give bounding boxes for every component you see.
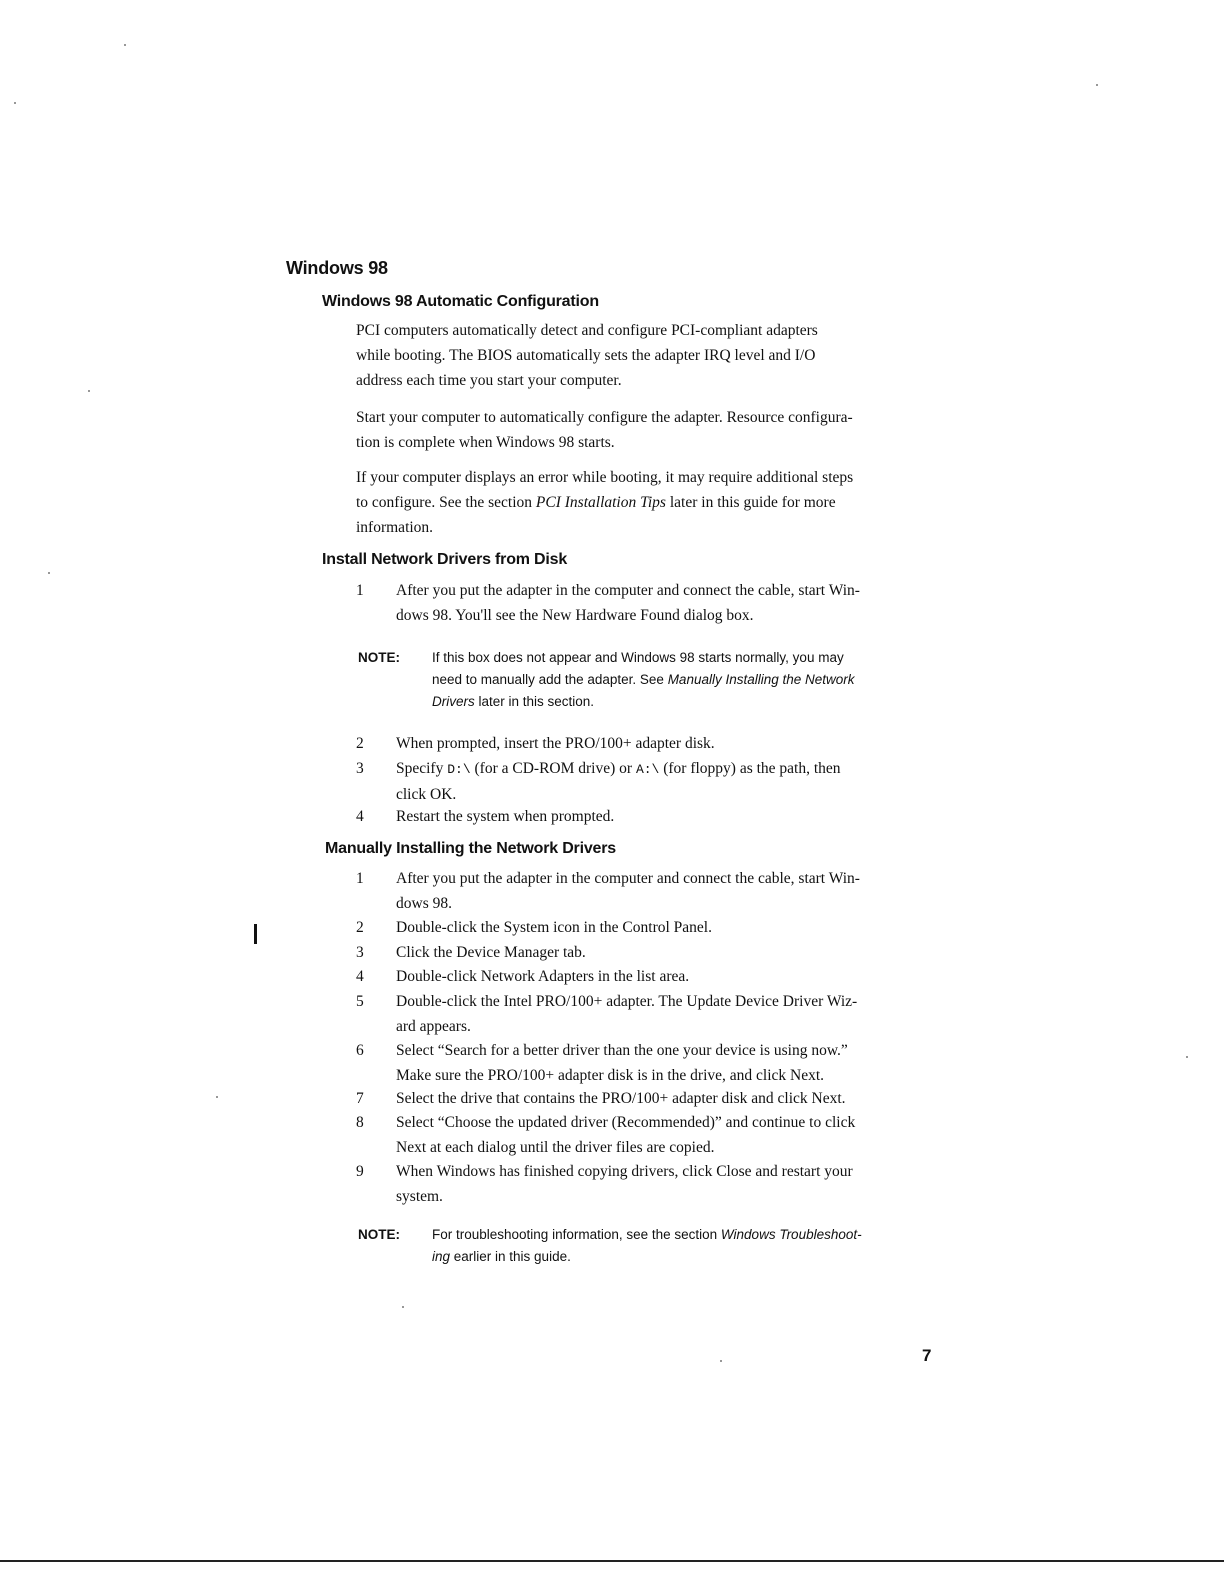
scan-speck [48,572,50,574]
step-number: 1 [356,582,364,599]
list-item: 9 When Windows has finished copying drivers, click Close and restart your system. [356,1159,946,1209]
list-item: 6 Select “Search for a better driver than the one your device is using now.” Make sure the PRO/100+ adapter disk is in the drive, and click Next. [356,1038,946,1088]
list-item: 4 Restart the system when prompted. [356,804,946,829]
step-number: 5 [356,993,364,1010]
section-heading-manual-install: Manually Installing the Network Drivers [325,840,616,857]
step-number: 3 [356,944,364,961]
scan-speck [124,44,126,46]
list-item: 3 Specify D:\ (for a CD-ROM drive) or A:\ (for floppy) as the path, then click OK. [356,756,946,807]
scan-speck [216,1096,218,1098]
scan-speck [1096,84,1098,86]
change-bar [254,924,257,944]
scan-speck [88,390,90,392]
step-number: 3 [356,760,364,777]
scan-edge-line [0,1560,1224,1562]
list-item: 8 Select “Choose the updated driver (Recommended)” and continue to click Next at each dialog until the driver files are copied. [356,1110,946,1160]
note-label: NOTE: [358,650,400,665]
list-item: 4 Double-click Network Adapters in the list area. [356,964,946,989]
list-item: 2 When prompted, insert the PRO/100+ adapter disk. [356,731,946,756]
scan-speck [402,1306,404,1308]
scan-speck [720,1360,722,1362]
note-troubleshooting: NOTE: For troubleshooting information, see the section Windows Troubleshoot- ing earlier in this guide. [358,1224,948,1268]
step-number: 2 [356,735,364,752]
path-floppy: A:\ [635,762,660,777]
paragraph-pci-detect: PCI computers automatically detect and configure PCI-compliant adapters while booting. The BIOS automatically sets the adapter IRQ level and I/O address each time you start your computer. [356,322,818,389]
paragraph-boot-error: If your computer displays an error while booting, it may require additional steps to configure. See the section PCI Installation Tips later in this guide for more information. [356,469,854,536]
step-number: 2 [356,919,364,936]
link-windows-troubleshooting: Windows Troubleshoot- [720,1227,862,1242]
step-number: 8 [356,1114,364,1131]
scan-speck [1186,1056,1188,1058]
step-number: 7 [356,1090,364,1107]
list-item: 1 After you put the adapter in the computer and connect the cable, start Win- dows 98. You'll see the New Hardware Found dialog box. [356,578,946,628]
list-item: 3 Click the Device Manager tab. [356,940,946,965]
note-label: NOTE: [358,1227,400,1242]
page-title: Windows 98 [286,258,388,278]
page-number: 7 [922,1346,932,1365]
step-number: 6 [356,1042,364,1059]
path-cdrom: D:\ [447,762,471,777]
list-item: 5 Double-click the Intel PRO/100+ adapter. The Update Device Driver Wiz- ard appears. [356,989,946,1039]
note-box-appear: NOTE: If this box does not appear and Windows 98 starts normally, you may need to manually add the adapter. See Manually Installing the Network Drivers later in this section. [358,647,948,713]
list-item: 2 Double-click the System icon in the Control Panel. [356,915,946,940]
paragraph-start-computer: Start your computer to automatically configure the adapter. Resource configura- tion is complete when Windows 98 starts. [356,409,853,451]
section-heading-automatic-configuration: Windows 98 Automatic Configuration [322,293,599,310]
section-heading-install-from-disk: Install Network Drivers from Disk [322,551,568,568]
list-item: 7 Select the drive that contains the PRO/100+ adapter disk and click Next. [356,1086,946,1111]
step-number: 4 [356,808,364,825]
step-number: 4 [356,968,364,985]
scan-speck [14,102,16,104]
step-number: 9 [356,1163,364,1180]
list-item: 1 After you put the adapter in the computer and connect the cable, start Win- dows 98. [356,866,946,916]
link-pci-installation-tips: PCI Installation Tips [535,494,666,511]
step-number: 1 [356,870,364,887]
link-manually-installing: Manually Installing the Network [667,672,855,687]
